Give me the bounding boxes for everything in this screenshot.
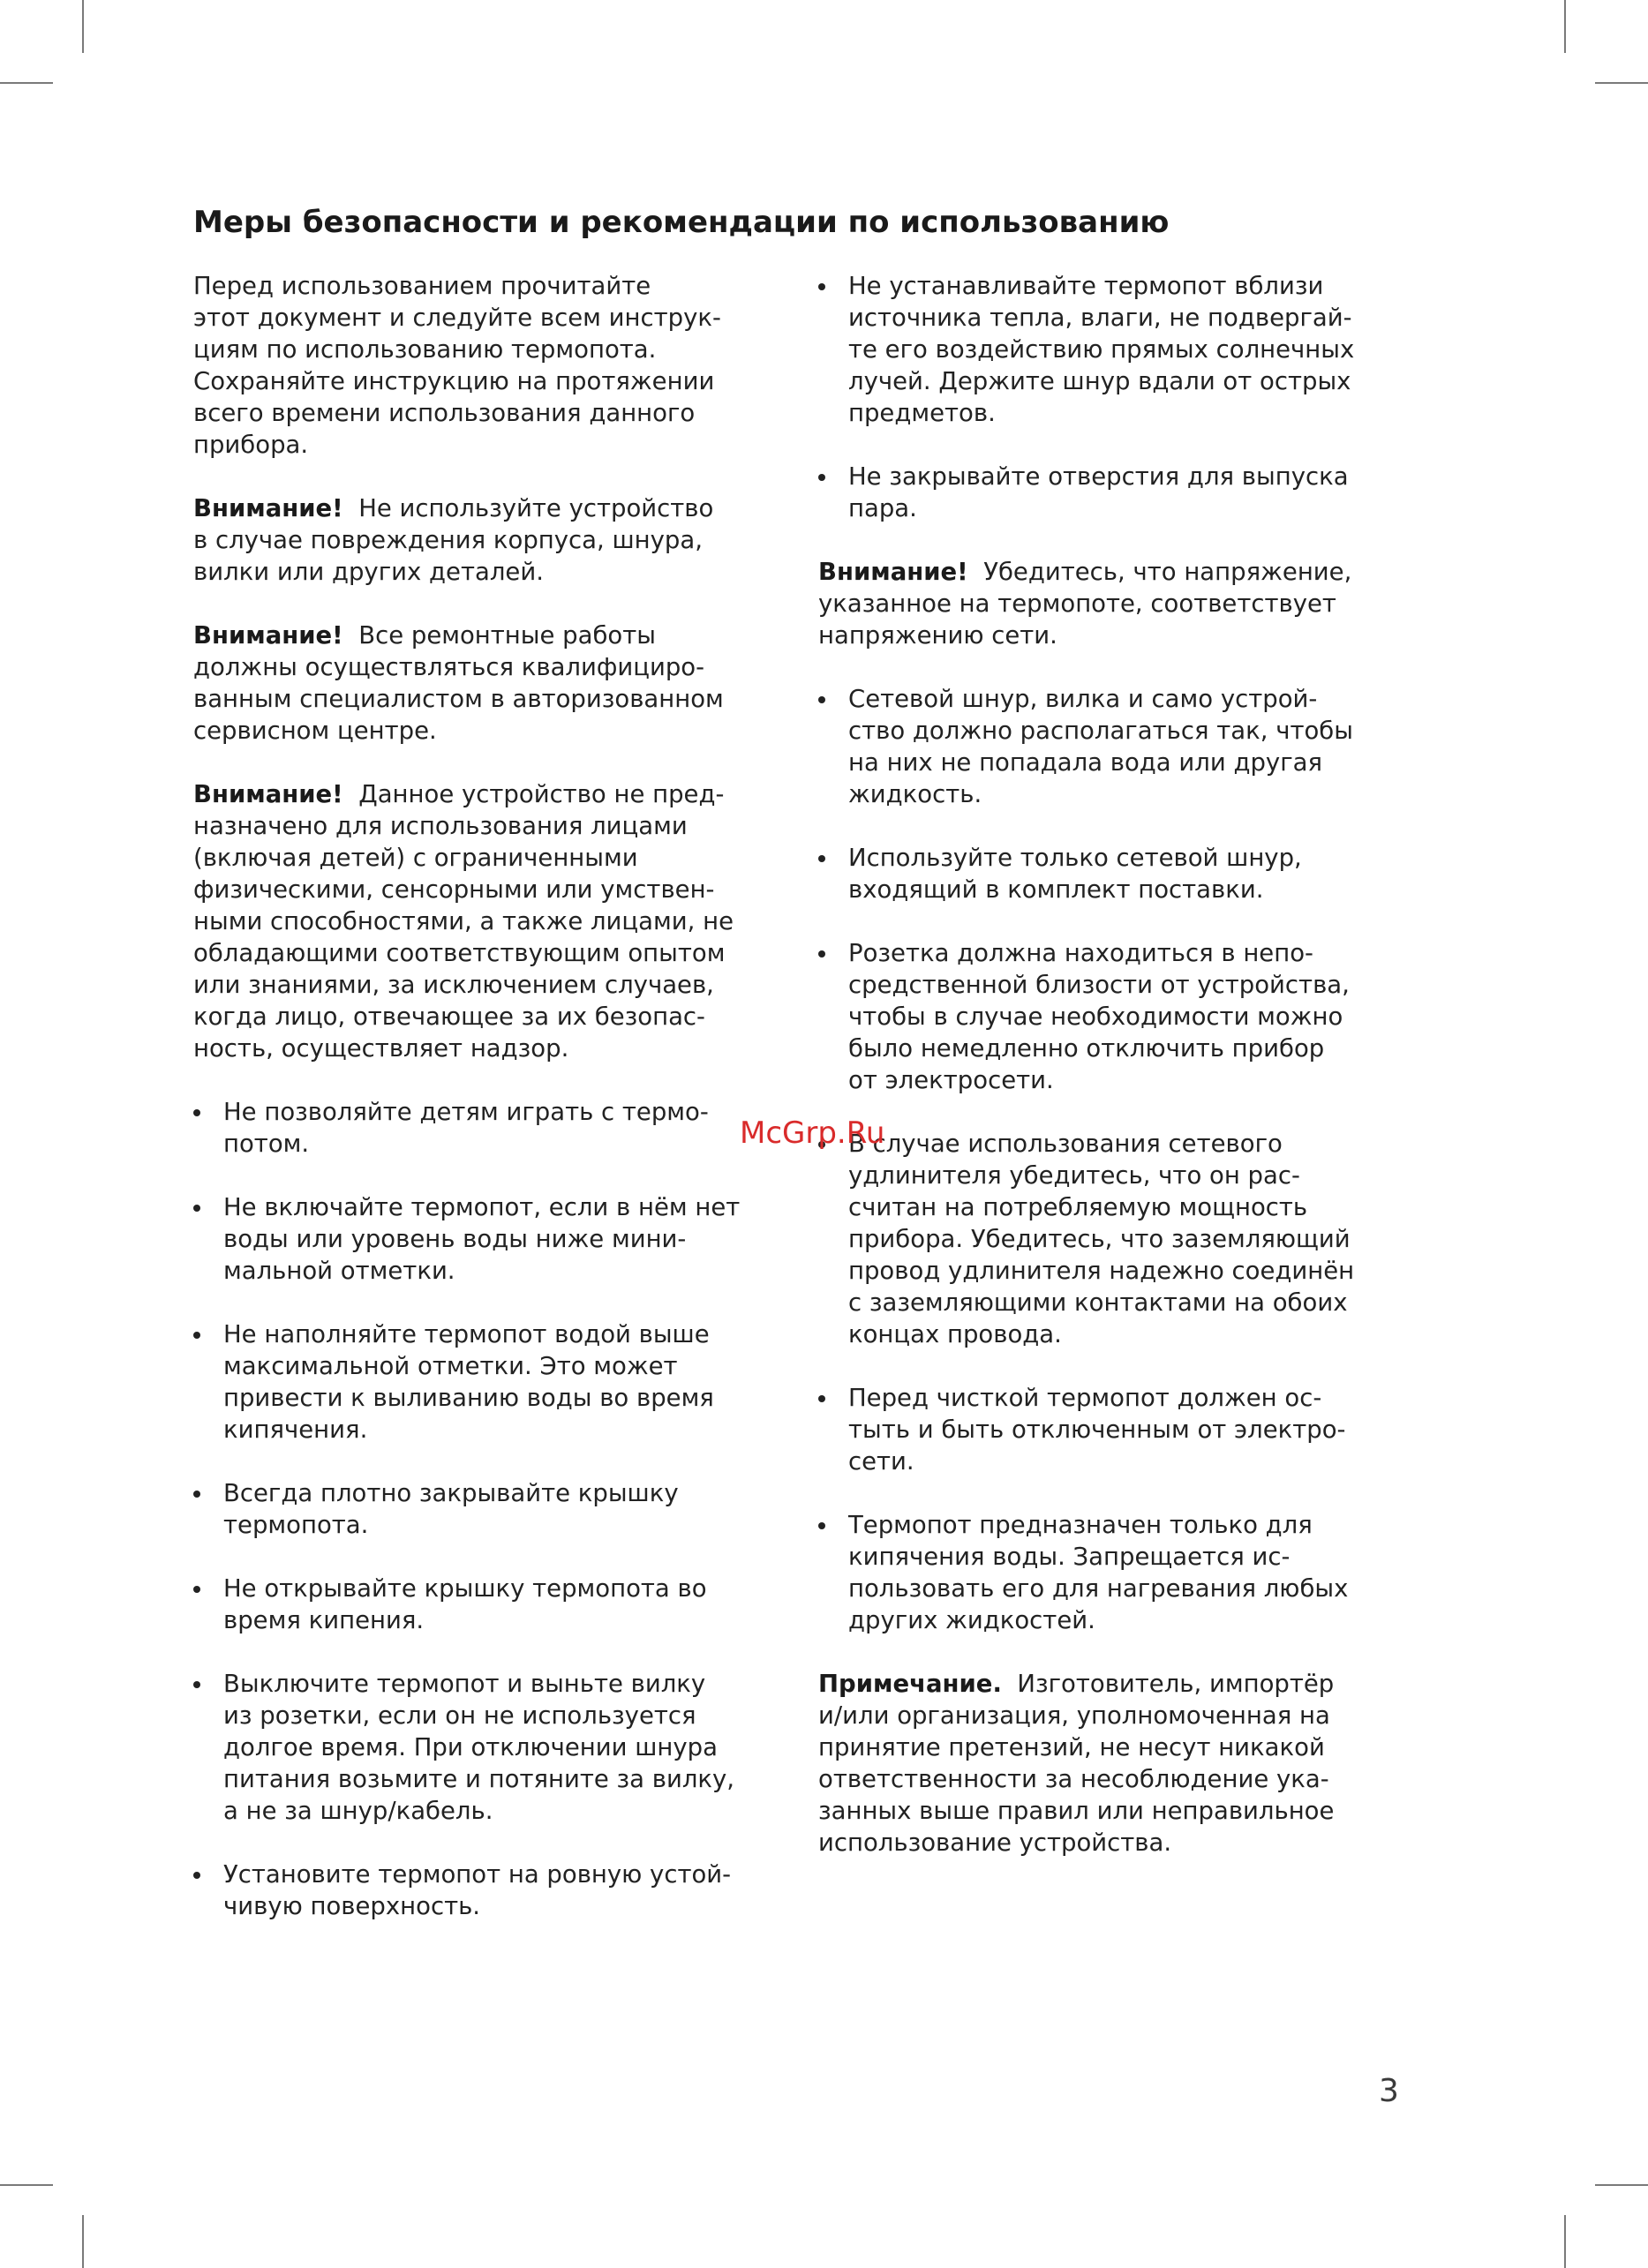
bullet-icon <box>818 696 825 703</box>
intro-paragraph: Перед использованием прочитайте этот документ и следуйте всем инструк- циям по использованию термопота. Сохраняйте инструкцию на протяжении всего времени использования данного прибора. <box>193 272 721 459</box>
bullet-icon <box>818 950 825 958</box>
crop-mark-top-right-horizontal <box>1595 82 1648 84</box>
bullet-icon <box>193 1872 200 1879</box>
warning-persons-paragraph: Внимание! Данное устройство не пред- назначено для использования лицами (включая детей) с ограниченными физическими, сенсорными или умствен- ными способностями, а также лицами, не обладающими соответствующим опытом или знаниями, за исключением случаев, когда лицо, отвечающее за их безопас- ность, осуществляет надзор. <box>193 780 734 1063</box>
list-item: Выключите термопот и выньте вилку из розетки, если он не используется долгое время. При отключении шнура питания возьмите и потяните за вилку, а не за шнур/кабель. <box>193 1668 780 1827</box>
list-item: Установите термопот на ровную устой- чивую поверхность. <box>193 1859 780 1922</box>
bullet-icon <box>818 283 825 290</box>
bullet-icon <box>818 474 825 481</box>
note-paragraph: Примечание. Изготовитель, импортёр и/или организация, уполномоченная на принятие претензий, не несут никакой ответственности за несоблюдение ука- занных выше правил или неправильное использование устройства. <box>818 1670 1335 1857</box>
list-item: Термопот предназначен только для кипячения воды. Запрещается ис- пользовать его для нагревания любых других жидкостей. <box>818 1509 1410 1636</box>
list-item: Не включайте термопот, если в нём нет воды или уровень воды ниже мини- мальной отметки. <box>193 1191 780 1287</box>
bullet-icon <box>193 1681 200 1688</box>
bullet-icon <box>193 1491 200 1498</box>
list-item: Используйте только сетевой шнур, входящий в комплект поставки. <box>818 842 1410 905</box>
warning-label: Внимание! <box>193 621 343 650</box>
list-item: Не наполняйте термопот водой выше максимальной отметки. Это может привести к выливанию воды во время кипячения. <box>193 1318 780 1446</box>
crop-mark-top-left-vertical <box>82 0 84 53</box>
bullet-icon <box>193 1109 200 1116</box>
crop-mark-bottom-right-vertical <box>1564 2215 1566 2268</box>
warning-voltage-paragraph: Внимание! Убедитесь, что напряжение, указанное на термопоте, соответствует напряжению сети. <box>818 558 1352 650</box>
page-title: Меры безопасности и рекомендации по использованию <box>193 205 1170 240</box>
crop-mark-bottom-left-vertical <box>82 2215 84 2268</box>
warning-repair-paragraph: Внимание! Все ремонтные работы должны осуществляться квалифициро- ванным специалистом в авторизованном сервисном центре. <box>193 621 724 745</box>
watermark: McGrp.Ru <box>740 1115 885 1151</box>
bullet-icon <box>193 1586 200 1593</box>
list-item: Не устанавливайте термопот вблизи источника тепла, влаги, не подвергай- те его воздействию прямых солнечных лучей. Держите шнур вдали от острых предметов. <box>818 270 1410 429</box>
page-number: 3 <box>1379 2073 1399 2109</box>
list-item: В случае использования сетевого удлинителя убедитесь, что он рас- считан на потребляемую мощность прибора. Убедитесь, что заземляющий провод удлинителя надежно соединён с заземляющими контактами на обоих концах провода. <box>818 1128 1410 1350</box>
warning-label: Внимание! <box>193 780 343 808</box>
bullet-icon <box>193 1205 200 1212</box>
list-item: Перед чисткой термопот должен ос- тыть и быть отключенным от электро- сети. <box>818 1382 1410 1477</box>
bullet-icon <box>818 1522 825 1529</box>
warning-damage-paragraph: Внимание! Не используйте устройство в случае повреждения корпуса, шнура, вилки или других деталей. <box>193 494 714 586</box>
list-item: Сетевой шнур, вилка и само устрой- ство должно располагаться так, чтобы на них не попадала вода или другая жидкость. <box>818 683 1410 810</box>
bullet-icon <box>818 855 825 862</box>
warning-label: Внимание! <box>193 494 343 522</box>
bullet-icon <box>818 1395 825 1402</box>
crop-mark-bottom-left-horizontal <box>0 2184 53 2186</box>
list-item: Не позволяйте детям играть с термо- потом. <box>193 1096 780 1160</box>
crop-mark-top-right-vertical <box>1564 0 1566 53</box>
right-column <box>818 270 1410 1890</box>
list-item: Не открывайте крышку термопота во время кипения. <box>193 1573 780 1636</box>
list-item: Розетка должна находиться в непо- средственной близости от устройства, чтобы в случае необходимости можно было немедленно отключить прибор от электросети. <box>818 937 1410 1096</box>
crop-mark-top-left-horizontal <box>0 82 53 84</box>
bullet-icon <box>193 1332 200 1339</box>
note-label: Примечание. <box>818 1670 1002 1698</box>
warning-label: Внимание! <box>818 558 968 586</box>
crop-mark-bottom-right-horizontal <box>1595 2184 1648 2186</box>
list-item: Всегда плотно закрывайте крышку термопота. <box>193 1477 780 1541</box>
list-item: Не закрывайте отверстия для выпуска пара. <box>818 461 1410 524</box>
left-column <box>193 270 780 1954</box>
